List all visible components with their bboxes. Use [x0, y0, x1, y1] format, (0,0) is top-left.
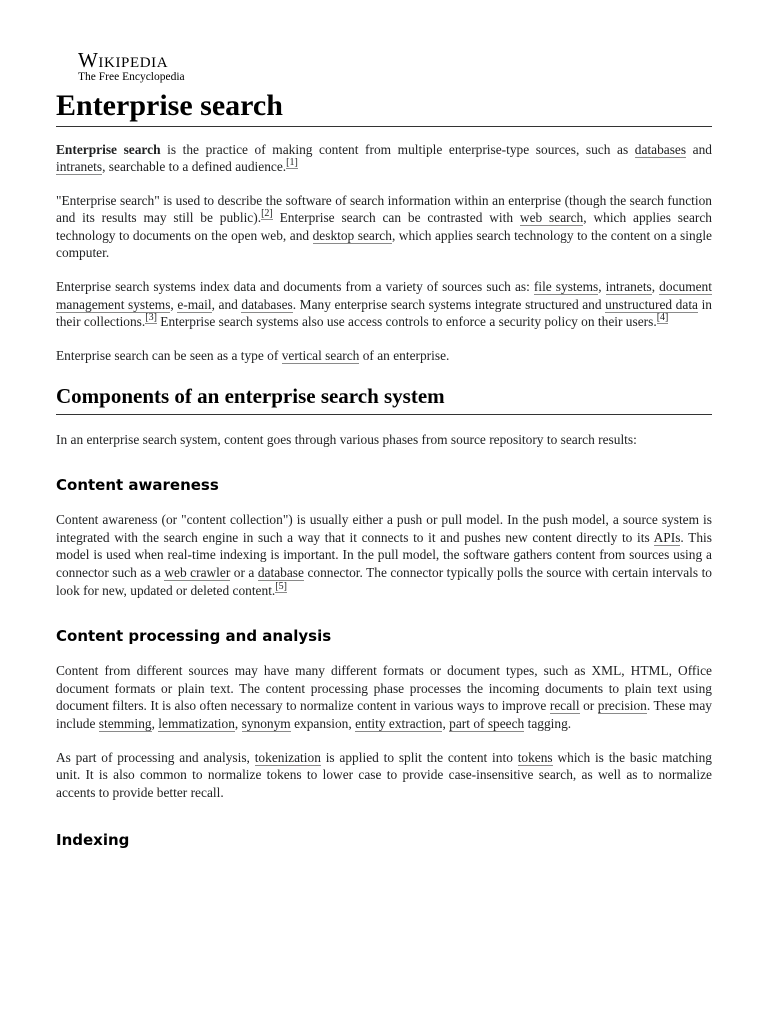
- reference-link[interactable]: [4]: [656, 312, 669, 324]
- text: , which applies search technology to the content on a single computer.: [56, 227, 713, 261]
- text: Enterprise search systems index data and documents from a variety of sources such as:: [56, 279, 534, 295]
- reference-link[interactable]: [3]: [145, 312, 157, 324]
- text: Enterprise search systems also use access controls to enforce a security policy on their users.: [156, 314, 657, 330]
- text: or: [579, 698, 598, 714]
- wikipedia-logo[interactable]: [78, 50, 712, 84]
- text: ,: [442, 715, 450, 731]
- link-databases[interactable]: databases: [241, 296, 293, 312]
- text: which is the basic matching unit. It is also common to normalize tokens to lower case to provide case-insensitive search, as well as to normalize accents to provide better recall.: [56, 749, 712, 800]
- reference-link[interactable]: [2]: [261, 208, 273, 220]
- text: Enterprise search can be seen as a type of: [56, 347, 282, 363]
- text: . These may include: [56, 698, 712, 731]
- link-tokens[interactable]: tokens: [517, 749, 553, 765]
- text: , and: [211, 296, 242, 312]
- text: in their collections.: [56, 296, 712, 330]
- link-precision[interactable]: precision: [597, 698, 647, 714]
- link-database[interactable]: database: [257, 565, 304, 580]
- reference-4[interactable]: [657, 312, 669, 324]
- link-lemmatization[interactable]: lemmatization: [158, 715, 235, 731]
- subsection-heading-content-awareness: Content awareness: [56, 476, 219, 495]
- link-apis[interactable]: APIs: [653, 529, 681, 545]
- text: Content awareness (or "content collection") is usually either a push or pull model. In the push model, a source system is integrated with the search engine in such a way that it connects to it and pushes new content directly to its: [56, 512, 712, 545]
- article: [56, 0, 712, 849]
- text: . Many enterprise search systems integrate structured and: [292, 296, 606, 312]
- text: Content from different sources may have many different formats or document types, such as XML, HTML, Office document formats or plain text. The content processing phase processes the incoming documents to plain text using document filters. It is also often necessary to normalize content in various ways to improve: [56, 663, 712, 714]
- link-recall[interactable]: recall: [549, 698, 580, 714]
- link-intranets[interactable]: intranets: [56, 159, 103, 175]
- text: , searchable to a defined audience.: [102, 159, 287, 175]
- link-stemming[interactable]: stemming: [98, 715, 152, 731]
- link-part-of-speech[interactable]: part of speech: [449, 715, 525, 731]
- text: tagging.: [524, 715, 572, 731]
- section-heading-components: Components of an enterprise search system: [56, 384, 712, 414]
- text: of an enterprise.: [359, 347, 450, 363]
- text: Enterprise search can be contrasted with: [272, 210, 520, 226]
- reference-link[interactable]: [5]: [275, 580, 287, 592]
- components-paragraph: In an enterprise search system, content goes through various phases from source repository to search results:: [56, 431, 637, 447]
- text: . This model is used when real-time indexing is important. In the pull model, the software gathers content from sources using a connector such as a: [56, 529, 712, 580]
- link-file-systems[interactable]: file systems: [533, 279, 599, 295]
- text: ,: [598, 279, 606, 295]
- link-document-management-systems[interactable]: document management systems: [56, 279, 712, 312]
- reference-5[interactable]: [275, 581, 287, 593]
- text: ,: [170, 296, 178, 312]
- bold-term: Enterprise search: [56, 141, 161, 157]
- link-databases[interactable]: databases: [634, 141, 687, 157]
- intro-paragraph-1: [56, 141, 712, 176]
- text: ,: [651, 279, 660, 295]
- link-web-crawler[interactable]: web crawler: [164, 565, 231, 580]
- subsection-heading-content-processing: Content processing and analysis: [56, 627, 332, 646]
- reference-link[interactable]: [1]: [286, 157, 298, 169]
- logo-wordmark: Wikipedia: [78, 48, 169, 72]
- text: , which applies search technology to documents on the open web, and: [56, 210, 712, 243]
- link-desktop-search[interactable]: desktop search: [312, 227, 392, 243]
- link-intranets[interactable]: intranets: [605, 279, 652, 295]
- link-e-mail[interactable]: e-mail: [177, 296, 212, 312]
- page-title: Enterprise search: [56, 88, 712, 127]
- text: ,: [234, 715, 242, 731]
- intro-paragraph-2: [56, 192, 712, 262]
- subsection-heading-indexing: Indexing: [56, 831, 130, 850]
- text: connector. The connector typically polls the source with certain intervals to look for new, updated or deleted content.: [56, 565, 712, 598]
- text: or a: [230, 565, 258, 580]
- processing-paragraph-2: [56, 749, 712, 802]
- awareness-paragraph: [56, 511, 712, 599]
- link-unstructured-data[interactable]: unstructured data: [605, 296, 698, 312]
- link-web-search[interactable]: web search: [519, 210, 584, 226]
- text: "Enterprise search" is used to describe the software of search information within an enterprise (though the search function and its results may still be public).: [56, 192, 712, 226]
- text: is applied to split the content into: [320, 749, 518, 765]
- reference-3[interactable]: [145, 312, 157, 324]
- text: is the practice of making content from multiple enterprise-type sources, such as: [160, 141, 635, 157]
- link-vertical-search[interactable]: vertical search: [281, 347, 360, 363]
- link-synonym[interactable]: synonym: [241, 715, 291, 731]
- text: ,: [151, 715, 159, 731]
- processing-paragraph-1: [56, 662, 712, 732]
- text: As part of processing and analysis,: [56, 749, 255, 765]
- reference-2[interactable]: [261, 208, 273, 220]
- text: expansion,: [290, 715, 356, 731]
- text: and: [686, 141, 713, 157]
- link-entity-extraction[interactable]: entity extraction: [355, 715, 443, 731]
- link-tokenization[interactable]: tokenization: [254, 749, 321, 765]
- reference-1[interactable]: [286, 157, 298, 169]
- logo-tagline: The Free Encyclopedia: [78, 71, 185, 83]
- intro-paragraph-4: [56, 347, 712, 365]
- intro-paragraph-3: [56, 278, 712, 331]
